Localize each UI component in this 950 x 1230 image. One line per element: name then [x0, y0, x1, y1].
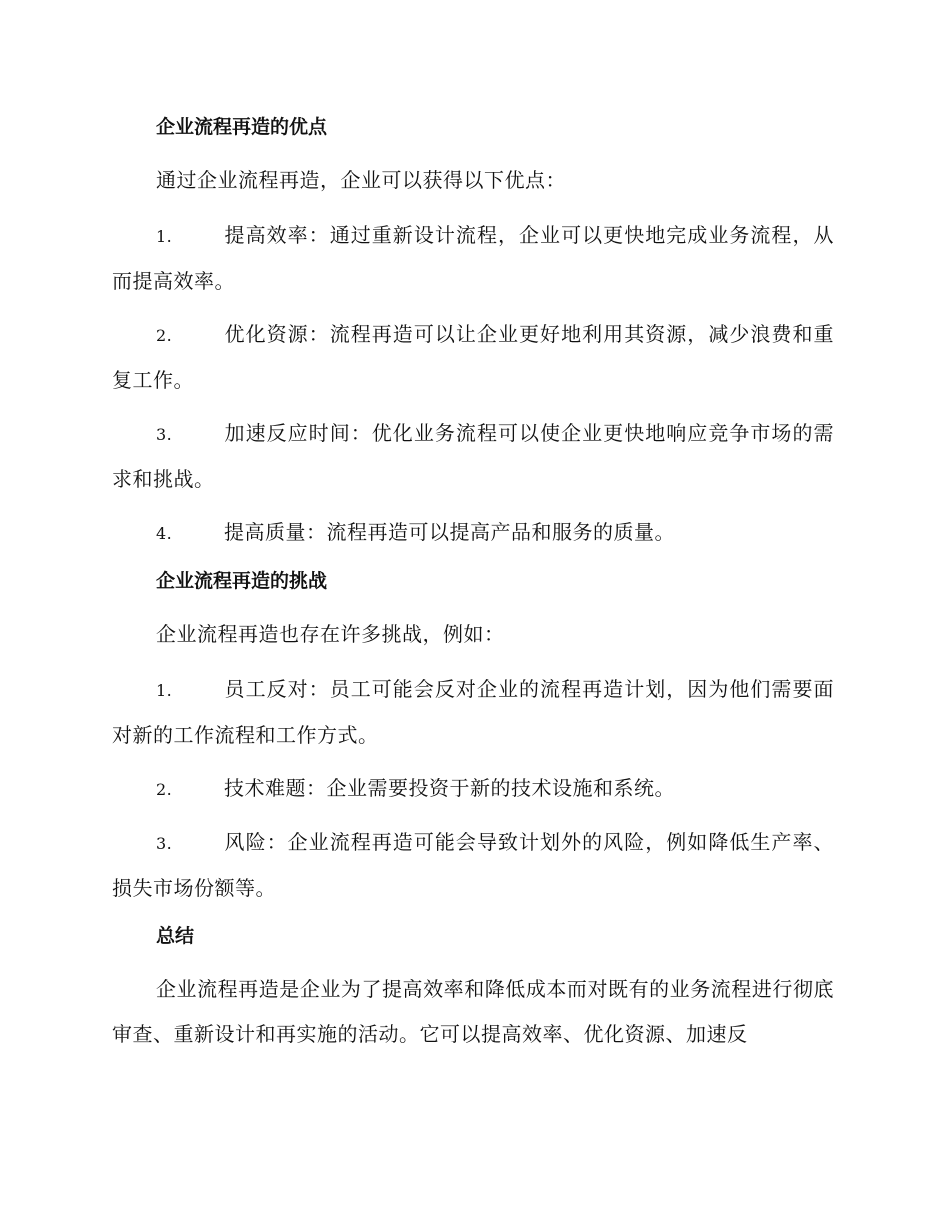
list-item — [112, 820, 834, 911]
list-number: 3. — [156, 425, 173, 444]
list-number: 4. — [156, 524, 173, 543]
list-number: 3. — [156, 834, 173, 853]
list-number: 2. — [156, 780, 173, 799]
list-text: 技术难题：企业需要投资于新的技术设施和系统。 — [224, 776, 675, 800]
section-heading-summary: 总结 — [156, 925, 195, 947]
section-heading-advantages: 企业流程再造的优点 — [156, 116, 328, 138]
list-text: 提高质量：流程再造可以提高产品和服务的质量。 — [224, 520, 675, 544]
list-item — [112, 411, 834, 502]
list-text: 员工反对：员工可能会反对企业的流程再造计划，因为他们需要面对新的工作流程和工作方式。 — [112, 677, 834, 747]
list-number: 1. — [156, 227, 173, 246]
list-item — [112, 510, 834, 556]
section-heading-challenges: 企业流程再造的挑战 — [156, 570, 328, 592]
section-intro-advantages: 通过企业流程再造，企业可以获得以下优点： — [156, 168, 566, 192]
list-text: 风险：企业流程再造可能会导致计划外的风险，例如降低生产率、损失市场份额等。 — [112, 830, 834, 900]
list-item — [112, 312, 834, 403]
list-item — [112, 213, 834, 304]
list-number: 1. — [156, 681, 173, 700]
list-item — [112, 766, 834, 812]
section-intro-summary: 企业流程再造是企业为了提高效率和降低成本而对既有的业务流程进行彻底审查、重新设计和再实施的活动。它可以提高效率、优化资源、加速反 — [112, 977, 834, 1046]
list-item — [112, 667, 834, 758]
list-number: 2. — [156, 326, 173, 345]
section-intro-challenges: 企业流程再造也存在许多挑战，例如： — [156, 622, 505, 646]
list-text: 提高效率：通过重新设计流程，企业可以更快地完成业务流程，从而提高效率。 — [112, 223, 834, 293]
document-body — [112, 110, 834, 1067]
list-text: 优化资源：流程再造可以让企业更好地利用其资源，减少浪费和重复工作。 — [112, 322, 834, 392]
list-text: 加速反应时间：优化业务流程可以使企业更快地响应竞争市场的需求和挑战。 — [112, 421, 834, 491]
